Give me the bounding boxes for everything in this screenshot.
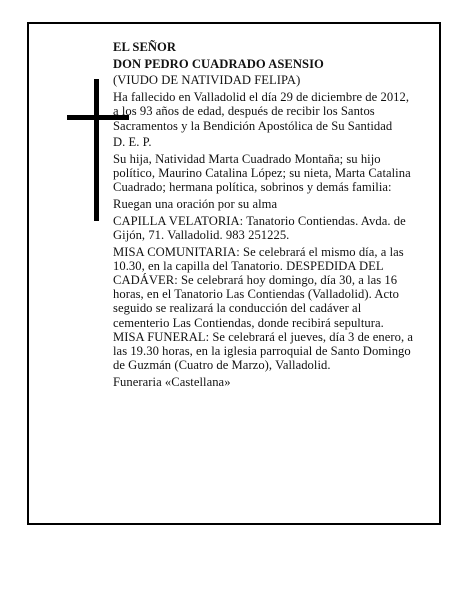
- cross-vertical-bar: [94, 79, 99, 221]
- heading-title: EL SEÑOR: [113, 40, 177, 54]
- deceased-subtitle: (VIUDO DE NATIVIDAD FELIPA): [113, 73, 301, 88]
- family-list: Su hija, Natividad Marta Cuadrado Montaña; su hijo político, Maurino Catalina López; su nieta, Marta Catalina Cuadrado; hermana política, sobrinos y demás familia:: [113, 151, 411, 195]
- obituary-text: [113, 40, 417, 392]
- deceased-name: DON PEDRO CUADRADO ASENSIO: [113, 56, 324, 71]
- death-announcement: Ha fallecido en Valladolid el día 29 de diciembre de 2012, a los 93 años de edad, después de recibir los Santos Sacramentos y la Bendición Apostólica de Su Santidad: [113, 90, 410, 133]
- rip-line: D. E. P.: [113, 135, 152, 150]
- services-info: MISA COMUNITARIA: Se celebrará el mismo día, a las 10.30, en la capilla del Tanatorio. DESPEDIDA DEL CADÁVER: Se celebrará hoy domingo, día 30, a las 16 horas, en el Tanatorio Las Contiendas (Valladolid). Acto seguido se realizará la conducción del cadáver al cementerio Las Contiendas, donde recibirá sepultura. MISA FUNERAL: Se celebrará el jueves, día 3 de enero, a las 19.30 horas, en la iglesia parroquial de Santo Domingo de Guzmán (Cuatro de Marzo), Valladolid.: [113, 244, 414, 373]
- chapel-info: CAPILLA VELATORIA: Tanatorio Contiendas. Avda. de Gijón, 71. Valladolid. 983 251225.: [113, 213, 406, 242]
- funeral-home: Funeraria «Castellana»: [113, 374, 231, 389]
- prayer-request: Ruegan una oración por su alma: [113, 197, 278, 212]
